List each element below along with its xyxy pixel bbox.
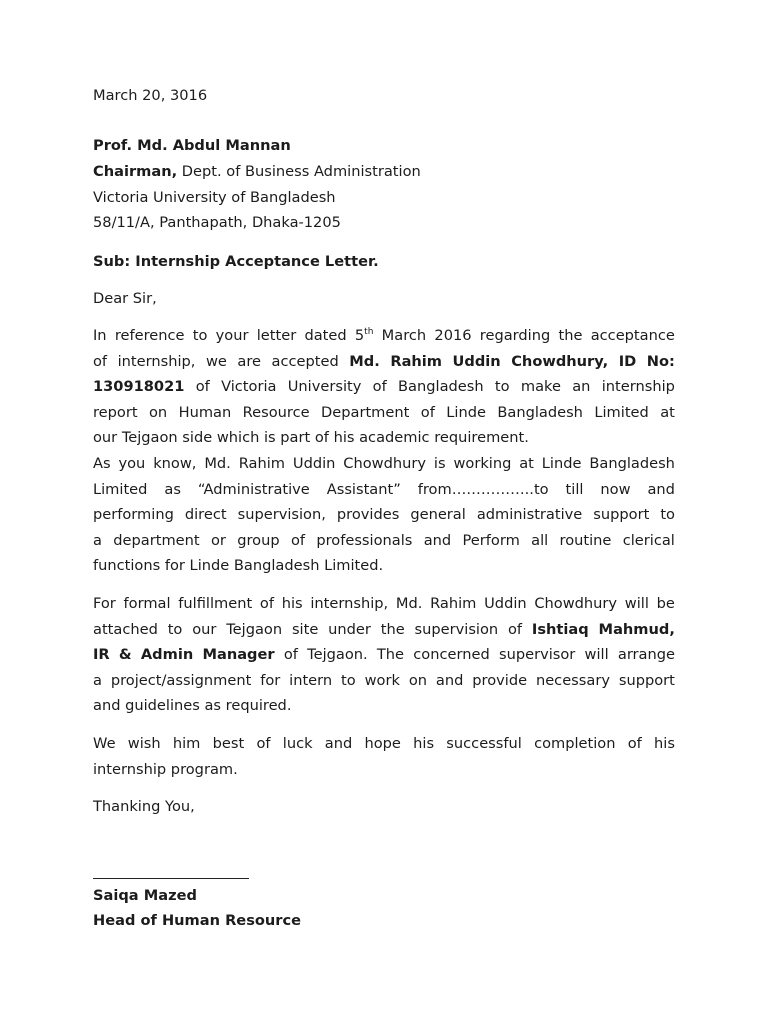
word: and bbox=[423, 532, 452, 549]
para2-line3 bbox=[93, 505, 675, 525]
word: Department bbox=[321, 404, 410, 421]
word: internship bbox=[601, 378, 675, 395]
word: In bbox=[93, 327, 107, 344]
word: intern bbox=[289, 672, 333, 689]
word: luck bbox=[282, 735, 313, 752]
word: will bbox=[624, 595, 649, 612]
word: on bbox=[149, 404, 168, 421]
word: IR bbox=[93, 646, 110, 663]
date-ordinal: 5th bbox=[354, 327, 374, 344]
word: Linde bbox=[541, 455, 582, 472]
word: Bangladesh bbox=[589, 455, 675, 472]
word: administrative bbox=[476, 506, 583, 523]
word: and bbox=[435, 672, 464, 689]
word: Md. bbox=[349, 353, 380, 370]
word: Mahmud, bbox=[598, 621, 675, 638]
word: formal bbox=[123, 595, 171, 612]
word: internship, bbox=[310, 595, 389, 612]
word: Tejgaon. bbox=[307, 646, 368, 663]
word: you bbox=[118, 455, 146, 472]
word: Perform bbox=[462, 532, 520, 549]
word: March bbox=[381, 327, 427, 344]
para3-line1 bbox=[93, 594, 675, 614]
para1-line2 bbox=[93, 352, 675, 372]
student-id: 130918021 bbox=[93, 378, 185, 395]
word: as bbox=[164, 481, 181, 498]
word: to bbox=[660, 506, 675, 523]
word: under bbox=[328, 621, 371, 638]
word: will bbox=[584, 646, 609, 663]
word: letter bbox=[256, 327, 297, 344]
word: or bbox=[210, 532, 226, 549]
word: department bbox=[113, 532, 200, 549]
signatory-name: Saiqa Mazed bbox=[93, 887, 197, 904]
word: Uddin bbox=[292, 455, 336, 472]
recipient-title: Chairman, bbox=[93, 163, 178, 180]
word: Manager bbox=[202, 646, 275, 663]
word: a bbox=[93, 672, 102, 689]
letter-date: March 20, 3016 bbox=[93, 87, 208, 104]
word: Chowdhury bbox=[534, 595, 618, 612]
word: at bbox=[519, 455, 534, 472]
word: Uddin bbox=[452, 353, 501, 370]
word: Chowdhury bbox=[343, 455, 426, 472]
signature-line bbox=[93, 878, 249, 879]
word: are bbox=[237, 353, 262, 370]
word: all bbox=[531, 532, 549, 549]
word: work bbox=[364, 672, 400, 689]
word: a bbox=[93, 532, 102, 549]
word: Bangladesh bbox=[398, 378, 484, 395]
para1-line1 bbox=[93, 326, 675, 346]
word: No: bbox=[646, 353, 675, 370]
word: arrange bbox=[617, 646, 675, 663]
word: working bbox=[453, 455, 512, 472]
word: acceptance bbox=[590, 327, 675, 344]
word: the bbox=[380, 621, 405, 638]
salutation: Dear Sir, bbox=[93, 290, 157, 307]
word: routine bbox=[559, 532, 612, 549]
word: University bbox=[287, 378, 362, 395]
word: site bbox=[291, 621, 319, 638]
word: fulfillment bbox=[178, 595, 253, 612]
word: concerned bbox=[413, 646, 490, 663]
word: Limited bbox=[594, 404, 649, 421]
word: Chowdhury, bbox=[511, 353, 609, 370]
recipient-institution: Victoria University of Bangladesh bbox=[93, 189, 336, 206]
word: of bbox=[256, 735, 271, 752]
word: him bbox=[172, 735, 201, 752]
word: 2016 bbox=[434, 327, 472, 344]
word: of bbox=[372, 378, 387, 395]
para4-line2: internship program. bbox=[93, 761, 238, 778]
word: provides bbox=[336, 506, 400, 523]
word: Uddin bbox=[484, 595, 527, 612]
word: and bbox=[647, 481, 675, 498]
word: project/assignment bbox=[110, 672, 252, 689]
para2-line1 bbox=[93, 454, 675, 474]
word: accepted bbox=[271, 353, 339, 370]
word: supervision, bbox=[237, 506, 326, 523]
word: is bbox=[433, 455, 446, 472]
word: to bbox=[494, 378, 510, 395]
para1-line5: our Tejgaon side which is part of his academic requirement. bbox=[93, 429, 529, 446]
word: now bbox=[600, 481, 631, 498]
word: on bbox=[408, 672, 427, 689]
recipient-title-line bbox=[93, 162, 421, 182]
word: Victoria bbox=[221, 378, 277, 395]
word: for bbox=[260, 672, 281, 689]
word: supervision bbox=[414, 621, 499, 638]
word: wish bbox=[127, 735, 161, 752]
word: support bbox=[593, 506, 650, 523]
word: of bbox=[93, 353, 108, 370]
word: Tejgaon bbox=[226, 621, 283, 638]
para2-line5: functions for Linde Bangladesh Limited. bbox=[93, 557, 384, 574]
word: Ishtiaq bbox=[531, 621, 589, 638]
word: Limited bbox=[93, 481, 148, 498]
word: his bbox=[413, 735, 435, 752]
word: performing bbox=[93, 506, 174, 523]
word: of bbox=[508, 621, 523, 638]
recipient-name: Prof. Md. Abdul Mannan bbox=[93, 137, 291, 154]
word: and bbox=[324, 735, 353, 752]
word: make bbox=[520, 378, 561, 395]
word: to bbox=[192, 327, 208, 344]
word: Linde bbox=[446, 404, 486, 421]
para3-line5: and guidelines as required. bbox=[93, 697, 292, 714]
word: of bbox=[259, 595, 274, 612]
word: hope bbox=[364, 735, 401, 752]
recipient-department: Dept. of Business Administration bbox=[177, 163, 421, 180]
word: of bbox=[290, 532, 306, 549]
word: at bbox=[660, 404, 675, 421]
word: Human bbox=[178, 404, 232, 421]
word: our bbox=[192, 621, 217, 638]
para1-line3 bbox=[93, 377, 675, 397]
para1-line4 bbox=[93, 403, 675, 423]
word: clerical bbox=[622, 532, 675, 549]
word: direct bbox=[184, 506, 227, 523]
word: For bbox=[93, 595, 116, 612]
word: Md. bbox=[395, 595, 423, 612]
closing: Thanking You, bbox=[93, 798, 195, 815]
word: reference bbox=[114, 327, 185, 344]
word: Md. bbox=[204, 455, 231, 472]
para2-line4 bbox=[93, 531, 675, 551]
word: of bbox=[627, 735, 642, 752]
para2-line2 bbox=[93, 480, 675, 500]
word: of bbox=[283, 646, 298, 663]
para3-line3 bbox=[93, 645, 675, 665]
word: regarding bbox=[479, 327, 551, 344]
word: know, bbox=[153, 455, 197, 472]
word: “Administrative bbox=[197, 481, 310, 498]
word: be bbox=[656, 595, 675, 612]
word: We bbox=[93, 735, 116, 752]
word: Bangladesh bbox=[497, 404, 583, 421]
word: Rahim bbox=[390, 353, 443, 370]
word: internship, bbox=[117, 353, 196, 370]
word: attached bbox=[93, 621, 158, 638]
word: an bbox=[572, 378, 591, 395]
para3-line4 bbox=[93, 671, 675, 691]
word: till bbox=[565, 481, 584, 498]
word: we bbox=[205, 353, 227, 370]
word: necessary bbox=[535, 672, 610, 689]
word: & bbox=[118, 646, 132, 663]
word: successful bbox=[446, 735, 522, 752]
word: Admin bbox=[140, 646, 194, 663]
word: support bbox=[618, 672, 675, 689]
word: his bbox=[281, 595, 303, 612]
para3-line2 bbox=[93, 620, 675, 640]
word: group bbox=[237, 532, 280, 549]
word: Rahim bbox=[430, 595, 477, 612]
word: best bbox=[212, 735, 245, 752]
word: dated bbox=[304, 327, 347, 344]
word: The bbox=[376, 646, 405, 663]
word: provide bbox=[472, 672, 528, 689]
subject-line: Sub: Internship Acceptance Letter. bbox=[93, 253, 379, 270]
word: As bbox=[93, 455, 111, 472]
word: ID bbox=[618, 353, 637, 370]
word: Assistant” bbox=[326, 481, 401, 498]
word: of bbox=[420, 404, 435, 421]
word: completion bbox=[534, 735, 616, 752]
word: report bbox=[93, 404, 138, 421]
para4-line1 bbox=[93, 734, 675, 754]
word: professionals bbox=[316, 532, 413, 549]
word: Rahim bbox=[238, 455, 285, 472]
word: your bbox=[215, 327, 249, 344]
word: the bbox=[558, 327, 583, 344]
recipient-address: 58/11/A, Panthapath, Dhaka-1205 bbox=[93, 214, 341, 231]
word: his bbox=[654, 735, 675, 752]
word: general bbox=[410, 506, 466, 523]
signatory-title: Head of Human Resource bbox=[93, 912, 302, 929]
word: to bbox=[167, 621, 183, 638]
word: of bbox=[195, 378, 210, 395]
word: to bbox=[341, 672, 356, 689]
word: Resource bbox=[242, 404, 310, 421]
word: supervisor bbox=[498, 646, 576, 663]
word: from……………..to bbox=[417, 481, 549, 498]
